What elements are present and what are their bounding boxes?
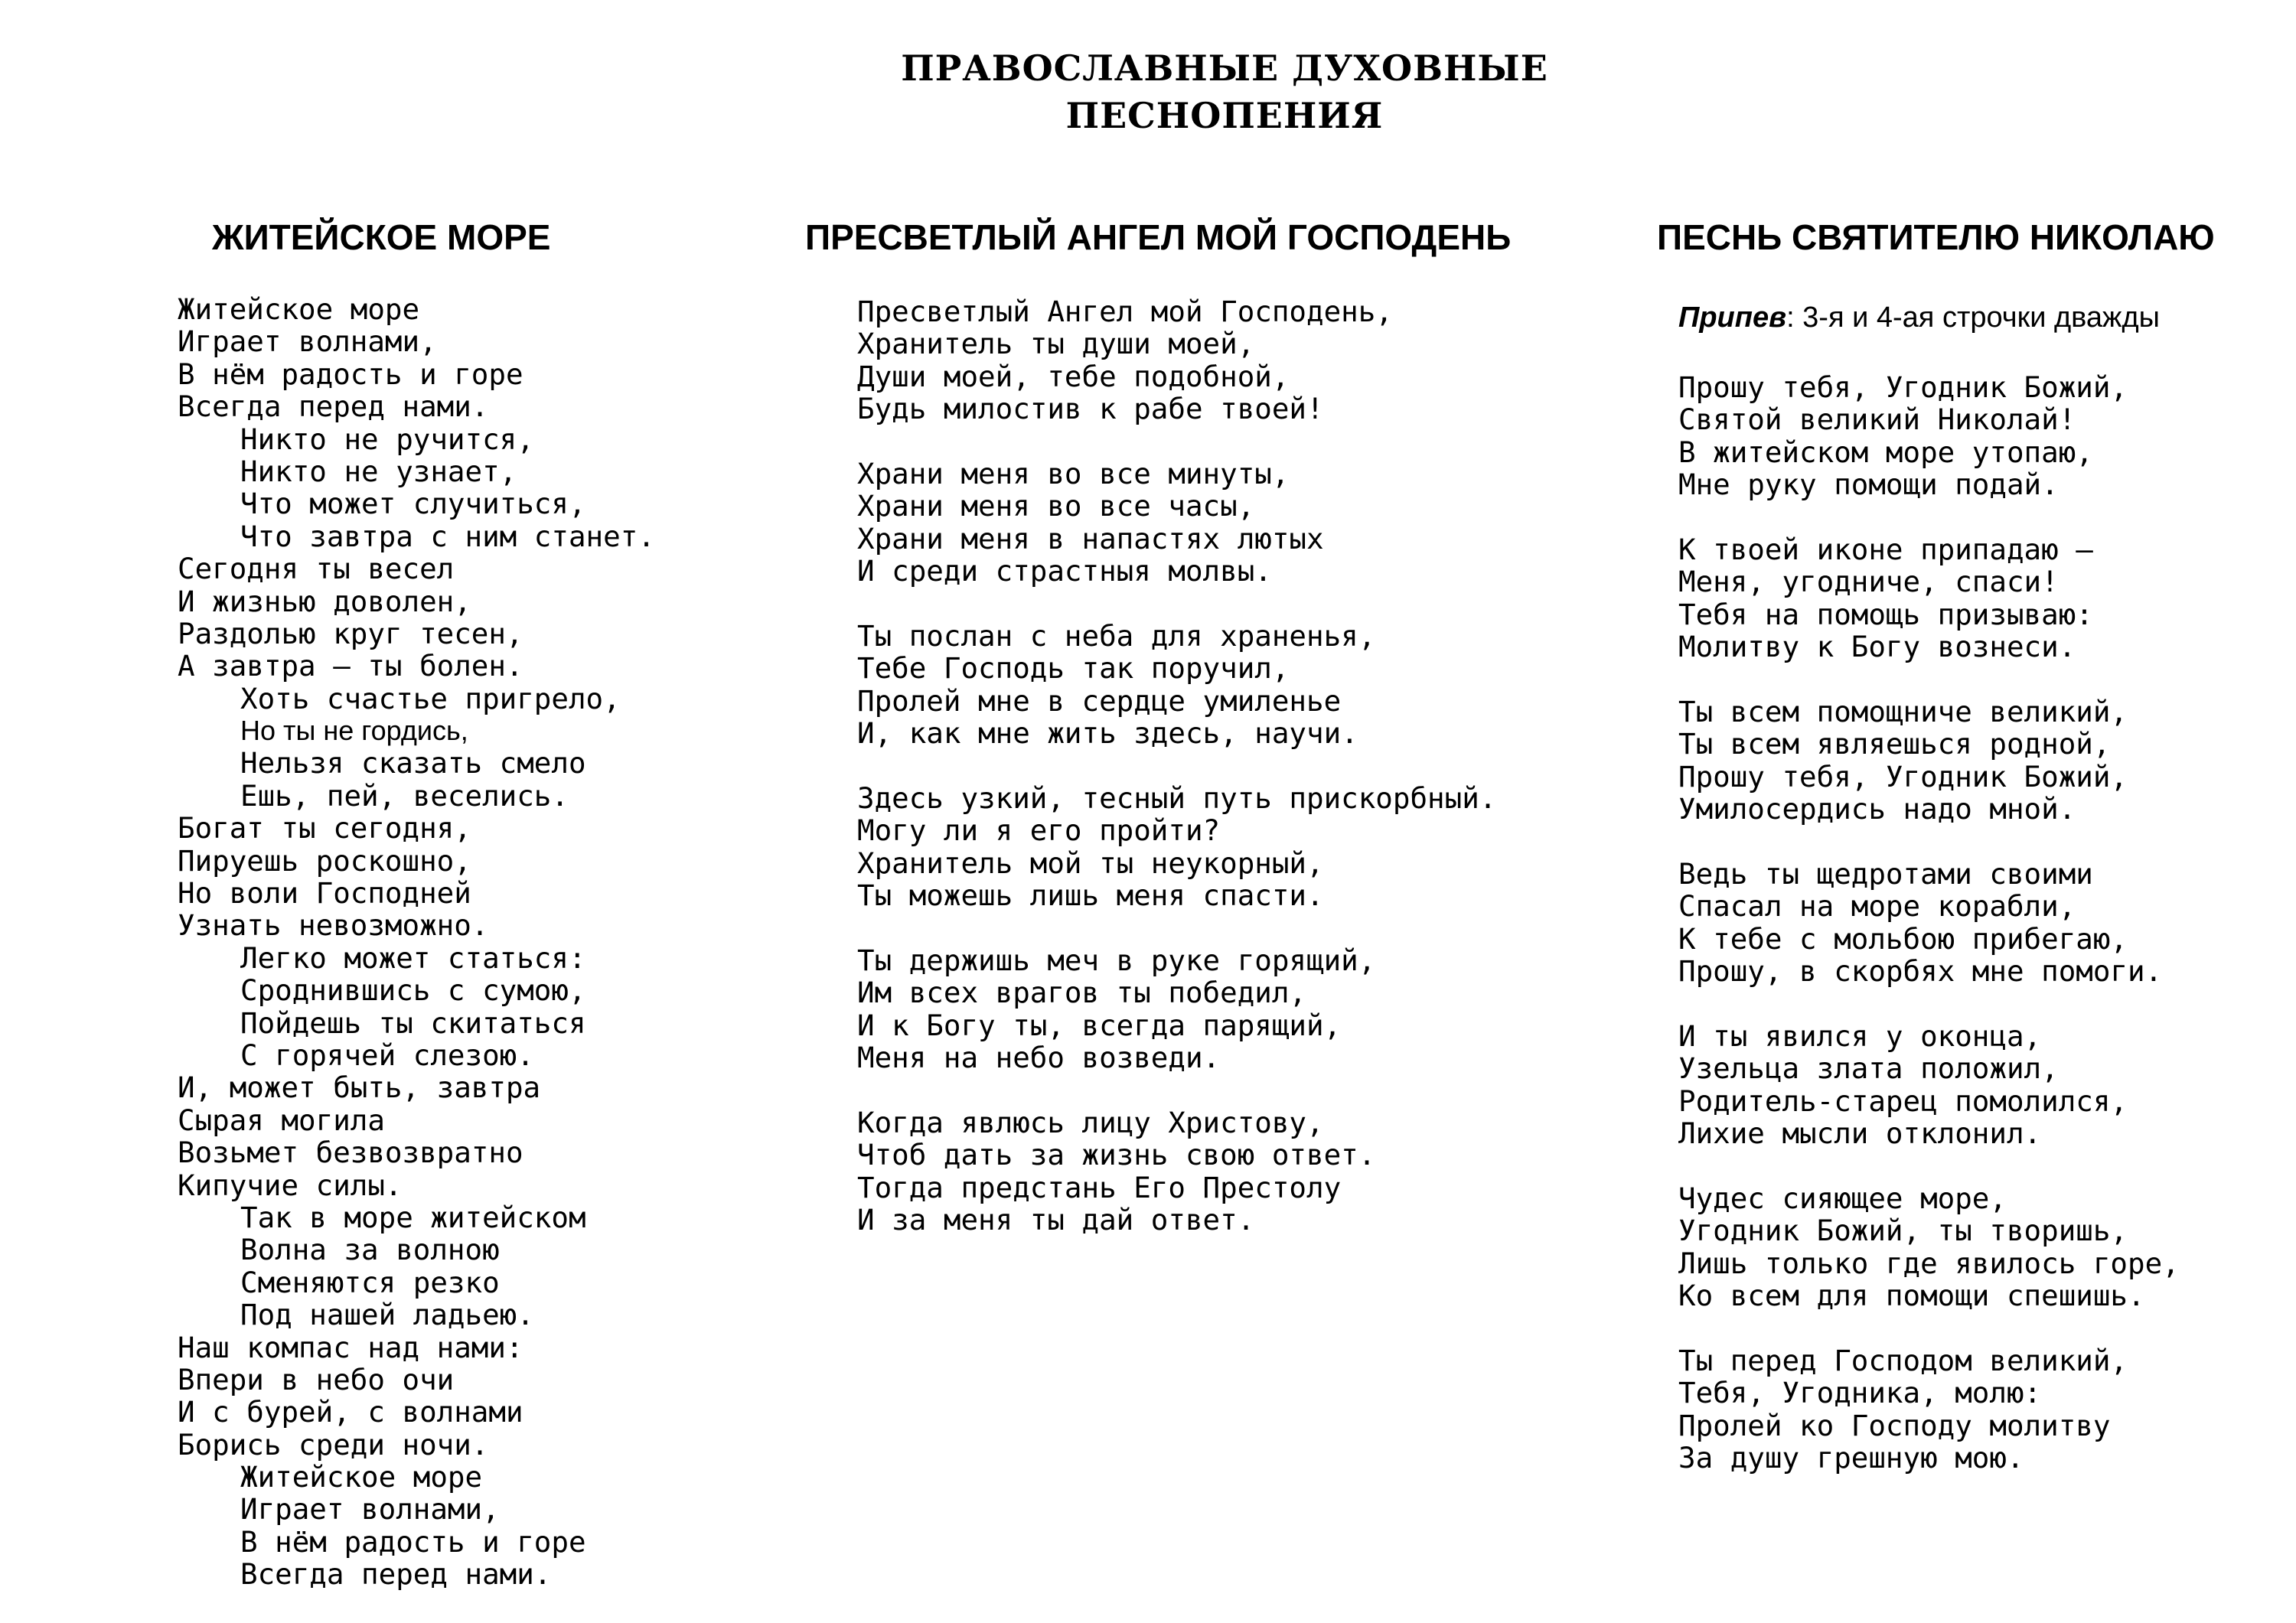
verse-line: Умилосердись надо мной. <box>1678 792 2076 826</box>
verse-line: Никто не ручится, <box>240 422 534 456</box>
stanza-break <box>1678 825 2180 857</box>
verse-line: Души моей, тебе подобной, <box>857 359 1290 393</box>
verse-line: Хранитель мой ты неукорный, <box>857 846 1324 880</box>
stanza-break <box>857 425 1496 458</box>
verse-line: Но ты не гордись, <box>240 715 468 747</box>
verse-line: Пролей мне в сердце умиленье <box>857 683 1342 718</box>
verse-line: Нельзя сказать смело <box>240 746 586 781</box>
verse-line: Святой великий Николай! <box>1678 402 2076 437</box>
song-title-pesn-nikolayu: ПЕСНЬ СВЯТИТЕЛЮ НИКОЛАЮ <box>1657 217 2215 257</box>
song-text-pesn-nikolayu <box>1678 371 2180 1474</box>
verse-line: Тогда предстань Его Престолу <box>857 1170 1342 1204</box>
verse-line: Волна за волною <box>240 1233 500 1267</box>
verse-line: Меня, угодниче, спаси! <box>1678 565 2059 599</box>
stanza-break <box>1678 501 2180 533</box>
verse-line: Ешь, пей, веселись. <box>240 778 569 813</box>
verse-line: Играет волнами, <box>178 324 437 359</box>
verse-line: Храни меня в напастях лютых <box>857 521 1324 556</box>
verse-line: Сменяются резко <box>240 1265 500 1299</box>
verse-line: С горячей слезою. <box>240 1038 534 1072</box>
verse-line: И к Богу ты, всегда парящий, <box>857 1008 1342 1042</box>
verse-line: Чтоб дать за жизнь свою ответ. <box>857 1138 1376 1172</box>
stanza-break <box>1678 1149 2180 1181</box>
verse-line: Им всех врагов ты победил, <box>857 976 1306 1010</box>
refrain-text: : 3-я и 4-ая строчки дважды <box>1786 301 2160 334</box>
verse-line: Лихие мысли отклонил. <box>1678 1116 2042 1150</box>
verse-line: Наш компас над нами: <box>178 1330 523 1364</box>
verse-line: В житейском море утопаю, <box>1678 435 2093 469</box>
verse-line: Угодник Божий, ты творишь, <box>1678 1214 2128 1248</box>
verse-line: Меня на небо возведи. <box>857 1040 1221 1074</box>
verse-line: Возьмет безвозвратно <box>178 1136 523 1170</box>
song-text-zhiteyskoe-more <box>178 293 655 1591</box>
verse-line: Под нашей ладьею. <box>240 1298 534 1332</box>
song-title-zhiteyskoe-more: ЖИТЕЙСКОЕ МОРЕ <box>212 217 551 257</box>
verse-line: Сегодня ты весел <box>178 552 455 586</box>
verse-line: И, может быть, завтра <box>178 1071 541 1105</box>
verse-line: Здесь узкий, тесный путь прискорбный. <box>857 781 1497 815</box>
verse-line: Впери в небо очи <box>178 1362 455 1396</box>
verse-line: И с бурей, с волнами <box>178 1395 523 1429</box>
verse-line: И за меня ты дай ответ. <box>857 1202 1255 1237</box>
refrain-note <box>1678 298 2160 337</box>
verse-line: Молитву к Богу вознеси. <box>1678 630 2076 664</box>
verse-line: Кипучие силы. <box>178 1168 403 1202</box>
verse-line: В нём радость и горе <box>240 1524 586 1559</box>
page-title <box>0 44 2296 139</box>
verse-line: Храни меня во все минуты, <box>857 456 1290 490</box>
verse-line: Но воли Господней <box>178 876 471 911</box>
verse-line: А завтра – ты болен. <box>178 649 523 683</box>
verse-line: Ты всем являешься родной, <box>1678 727 2111 761</box>
verse-line: Что завтра с ним станет. <box>240 519 655 553</box>
stanza-break <box>1678 663 2180 696</box>
verse-line: Тебе Господь так поручил, <box>857 651 1290 686</box>
verse-line: Что может случиться, <box>240 487 586 521</box>
song-text-presvetly-angel <box>857 295 1496 1236</box>
verse-line: Богат ты сегодня, <box>178 811 471 846</box>
verse-line: Хранитель ты души моей, <box>857 327 1255 361</box>
stanza-break <box>1678 987 2180 1019</box>
verse-line: Тебя на помощь призываю: <box>1678 597 2093 631</box>
verse-line: К тебе с мольбою прибегаю, <box>1678 921 2128 956</box>
verse-line: Пресветлый Ангел мой Господень, <box>857 295 1393 328</box>
stanza-break <box>857 588 1496 620</box>
verse-line: Никто не узнает, <box>240 454 517 488</box>
verse-line: Лишь только где явилось горе, <box>1678 1246 2180 1280</box>
verse-line: В нём радость и горе <box>178 357 523 391</box>
verse-line: Могу ли я его пройти? <box>857 813 1221 848</box>
stanza-break <box>857 749 1496 781</box>
verse-line: За душу грешную мою. <box>1678 1440 2024 1475</box>
refrain-label: Припев <box>1678 301 1787 334</box>
verse-line: К твоей иконе припадаю – <box>1678 532 2093 566</box>
verse-line: Сырая могила <box>178 1103 385 1137</box>
verse-line: И среди страстныя молвы. <box>857 554 1272 588</box>
verse-line: И жизнью доволен, <box>178 584 471 618</box>
stanza-break <box>1678 1312 2180 1344</box>
verse-line: Пойдешь ты скитаться <box>240 1005 586 1040</box>
verse-line: Храни меня во все часы, <box>857 489 1255 523</box>
verse-line: Узельца злата положил, <box>1678 1051 2059 1086</box>
verse-line: Чудес сияющее море, <box>1678 1181 2007 1215</box>
verse-line: Пируешь роскошно, <box>178 843 471 878</box>
verse-line: Тебя, Угодника, молю: <box>1678 1376 2042 1410</box>
verse-line: Ты держишь меч в руке горящий, <box>857 943 1376 977</box>
verse-line: Всегда перед нами. <box>240 1557 552 1592</box>
verse-line: Хоть счастье пригрело, <box>240 681 621 715</box>
verse-line: Житейское море <box>240 1460 483 1494</box>
song-title-presvetly-angel: ПРЕСВЕТЛЫЙ АНГЕЛ МОЙ ГОСПОДЕНЬ <box>805 217 1512 257</box>
verse-line: Играет волнами, <box>240 1492 500 1527</box>
stanza-break <box>857 911 1496 943</box>
verse-line: Узнать невозможно. <box>178 908 489 943</box>
verse-line: И ты явился у оконца, <box>1678 1018 2042 1053</box>
verse-line: Житейское море <box>178 292 420 326</box>
verse-line: И, как мне жить здесь, научи. <box>857 716 1358 751</box>
verse-line: Ведь ты щедротами своими <box>1678 856 2093 891</box>
verse-line: Всегда перед нами. <box>178 389 489 424</box>
verse-line: Ко всем для помощи спешишь. <box>1678 1278 2145 1312</box>
stanza-break <box>857 1074 1496 1106</box>
verse-line: Сроднившись с сумою, <box>240 973 586 1008</box>
verse-line: Так в море житейском <box>240 1200 586 1234</box>
verse-line: Ты перед Господом великий, <box>1678 1343 2128 1377</box>
verse-line: Раздолью круг тесен, <box>178 616 523 650</box>
verse-line: Борись среди ночи. <box>178 1427 489 1462</box>
verse-line: Спасал на море корабли, <box>1678 889 2076 924</box>
verse-line: Ты послан с неба для храненья, <box>857 618 1376 653</box>
verse-line: Прошу, в скорбях мне помоги. <box>1678 954 2163 989</box>
verse-line: Мне руку помощи подай. <box>1678 468 2059 502</box>
verse-line: Прошу тебя, Угодник Божий, <box>1678 759 2128 794</box>
verse-line: Прошу тебя, Угодник Божий, <box>1678 370 2128 404</box>
verse-line: Когда явлюсь лицу Христову, <box>857 1105 1324 1139</box>
page-title-line-2: ПЕСНОПЕНИЯ <box>1065 95 1384 136</box>
verse-line: Родитель-старец помолился, <box>1678 1084 2128 1118</box>
verse-line: Ты можешь лишь меня спасти. <box>857 878 1324 913</box>
verse-line: Ты всем помощниче великий, <box>1678 694 2128 728</box>
verse-line: Легко может статься: <box>240 940 586 975</box>
verse-line: Пролей ко Господу молитву <box>1678 1408 2111 1442</box>
verse-line: Будь милостив к рабе твоей! <box>857 392 1324 426</box>
page-title-line-1: ПРАВОСЛАВНЫЕ ДУХОВНЫЕ <box>901 47 1548 89</box>
